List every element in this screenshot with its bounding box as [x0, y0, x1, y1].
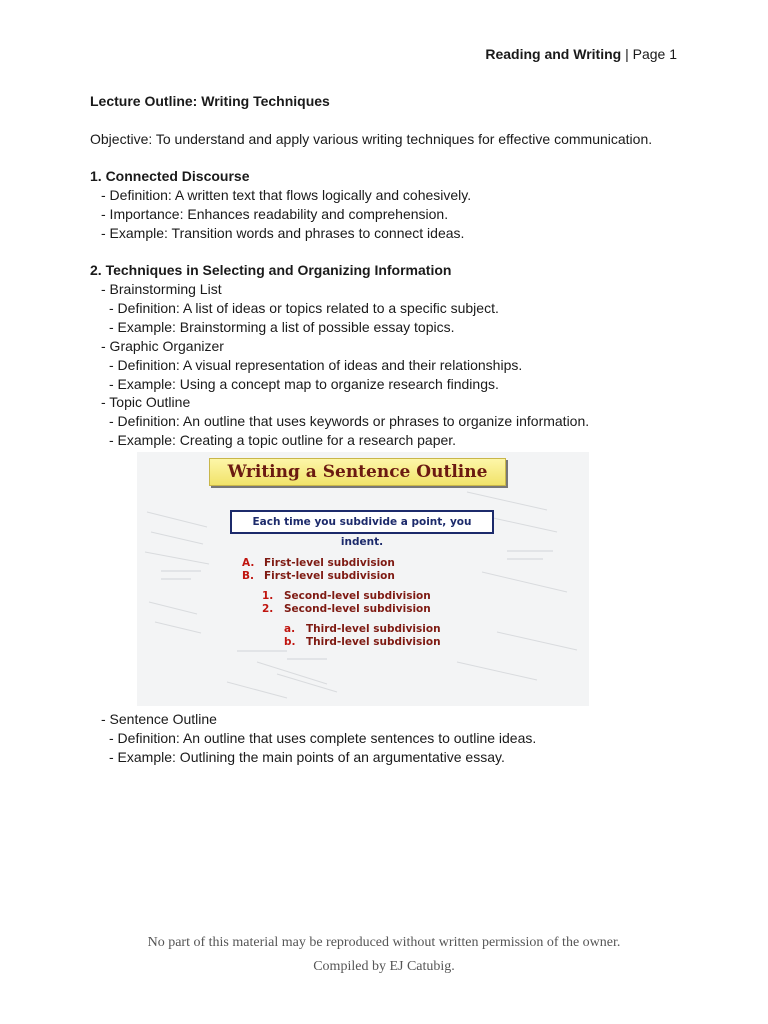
outline-line: - Definition: An outline that uses complete sentences to outline ideas. [109, 730, 537, 746]
outline-line: - Example: Brainstorming a list of possible essay topics. [109, 319, 455, 335]
outline-line: - Definition: A written text that flows logically and cohesively. [101, 187, 472, 203]
figure-outline-item [262, 603, 431, 616]
figure-rule-box: Each time you subdivide a point, you indent. [230, 510, 494, 534]
item-text: Third-level subdivision [306, 623, 441, 635]
outline-line: - Example: Outlining the main points of an argumentative essay. [109, 749, 505, 765]
item-marker: 1. [262, 590, 274, 602]
figure-outline-item [242, 570, 395, 583]
figure-title: Writing a Sentence Outline [209, 458, 506, 486]
item-marker: 2. [262, 603, 274, 615]
lecture-title: Lecture Outline: Writing Techniques [90, 93, 330, 109]
outline-line: - Example: Creating a topic outline for a research paper. [109, 432, 457, 448]
outline-line: - Example: Transition words and phrases to connect ideas. [101, 225, 465, 241]
outline-line: - Brainstorming List [101, 281, 222, 297]
sentence-outline-figure [137, 452, 589, 706]
item-text: First-level subdivision [264, 557, 395, 569]
figure-outline-item [262, 590, 431, 603]
figure-outline-item [284, 623, 441, 636]
footer-notice: No part of this material may be reproduced without written permission of the owner. [147, 935, 621, 950]
section-heading: 1. Connected Discourse [90, 168, 250, 184]
section-heading: 2. Techniques in Selecting and Organizing Information [90, 262, 452, 278]
objective-text: Objective: To understand and apply various writing techniques for effective communication. [90, 131, 653, 147]
outline-line: - Definition: An outline that uses keywords or phrases to organize information. [109, 413, 590, 429]
header-title: Reading and Writing [485, 46, 622, 62]
figure-outline-item [242, 557, 395, 570]
outline-line: - Example: Using a concept map to organize research findings. [109, 376, 499, 392]
item-marker: a. [284, 623, 296, 635]
outline-line: - Topic Outline [101, 394, 191, 410]
item-marker: b. [284, 636, 296, 648]
footer-credit: Compiled by EJ Catubig. [313, 959, 455, 974]
header-separator: | [625, 46, 629, 62]
outline-line: - Importance: Enhances readability and comprehension. [101, 206, 449, 222]
item-text: First-level subdivision [264, 570, 395, 582]
outline-line: - Definition: A visual representation of ideas and their relationships. [109, 357, 523, 373]
item-text: Second-level subdivision [284, 590, 431, 602]
item-marker: B. [242, 570, 254, 582]
item-text: Second-level subdivision [284, 603, 431, 615]
outline-line: - Sentence Outline [101, 711, 217, 727]
running-header [485, 45, 677, 63]
item-marker: A. [242, 557, 255, 569]
outline-line: - Graphic Organizer [101, 338, 224, 354]
page-number: Page 1 [632, 46, 677, 62]
figure-outline-item [284, 636, 441, 649]
item-text: Third-level subdivision [306, 636, 441, 648]
outline-line: - Definition: A list of ideas or topics related to a specific subject. [109, 300, 499, 316]
